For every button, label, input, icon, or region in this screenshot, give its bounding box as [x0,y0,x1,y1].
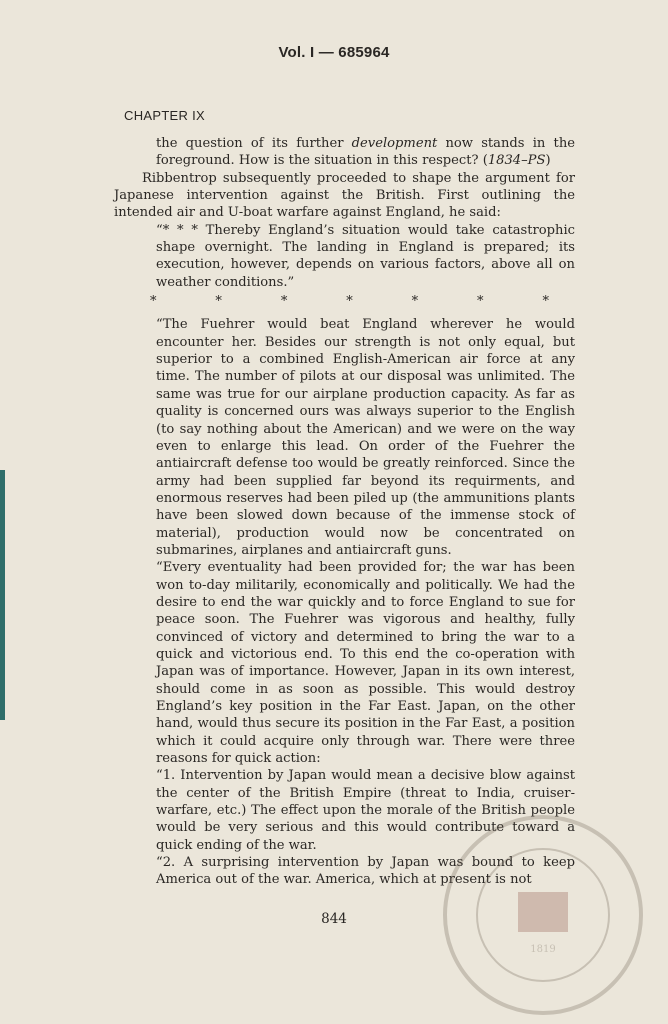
star: * [542,294,549,310]
block-quote: “The Fuehrer would beat England wherever he would encounter her. Besides our strength is not only equal, but superior to a combined English-American air force at any time. The number of pilots at our disposal was unlimited. The same was true for our airplane production capacity. As far as quality is concerned ours was always superior to the English (to say nothing about the American) and we were on the way even to enlarge this lead. On order of the Fuehrer the antiaircraft defense too would be greatly reinforced. Since the army had been supplied far beyond its requirments, and enormous reserves had been piled up (the ammunitions plants have been slowed down because of the immense stock of material), production would now be concentrated on submarines, airplanes and antiaircraft guns. [156,317,575,558]
body-text [114,135,575,889]
block-quote: “Every eventuality had been provided for; the war has been won to-day militarily, economically and politically. We had the desire to end the war quickly and to force England to sue for peace soon. The Fuehrer was vigorous and healthy, fully convinced of victory and determined to bring the war to a quick and victorious end. To this end the co-operation with Japan was of importance. However, Japan in its own interest, should come in as soon as possible. This would destroy England’s key position in the Far East. Japan, on the other hand, would thus secure its position in the Far East, a position which it could acquire only through war. There were three reasons for quick action: [156,560,575,767]
star: * [411,294,419,310]
block-quote: “* * * Thereby England’s situation would take catastrophic shape overnight. The landing in England is prepared; its execution, however, depends on various factors, above all on weather conditions.” [156,222,575,290]
star: * [346,294,353,310]
block-quote: “2. A surprising intervention by Japan was bound to keep America out of the war. America, which at present is not [156,855,575,888]
running-head: Vol. I — 685964 [278,44,390,61]
seal-year: 1819 [530,944,556,955]
ellipsis-stars [114,293,575,310]
page-number: 844 [321,911,347,927]
star: * [215,294,222,310]
star: * [150,294,157,310]
star: * [477,294,484,310]
library-stamp-seal [440,812,646,1018]
paragraph: Ribbentrop subsequently proceeded to shape the argument for Japanese intervention against the British. First outlining the intended air and U-boat warfare against England, he said: [114,170,575,221]
binding-edge [0,470,5,720]
block-quote: “1. Intervention by Japan would mean a decisive blow against the center of the British Empire (threat to India, cruiser-warfare, etc.) The effect upon the morale of the British people would be very serious and this would contribute toward a quick ending of the war. [156,768,575,853]
star: * [280,294,288,310]
chapter-heading: CHAPTER IX [124,108,206,123]
paragraph: the question of its further development now stands in the foreground. How is the situation in this respect? (1834–PS) [156,136,575,169]
